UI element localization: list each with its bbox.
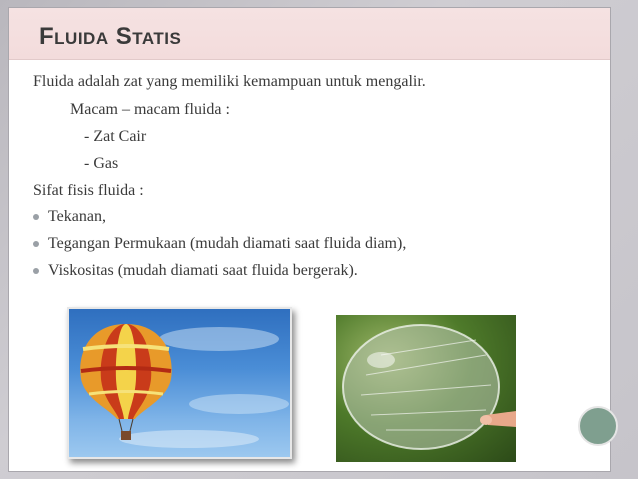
bubble-illustration xyxy=(336,315,516,462)
properties-heading: Sifat fisis fluida : xyxy=(33,182,144,199)
bullet-item-viscosity xyxy=(33,261,358,281)
fluid-type-gas: - Gas xyxy=(84,155,119,172)
bullet-icon xyxy=(33,268,39,274)
bullet-label: Tekanan, xyxy=(48,208,106,225)
slide-title: Fluida Statis xyxy=(39,23,182,50)
hot-air-balloon-photo xyxy=(67,307,292,459)
title-band xyxy=(9,8,610,59)
bullet-icon xyxy=(33,214,39,220)
bullet-label: Tegangan Permukaan (mudah diamati saat fluida diam), xyxy=(48,235,407,252)
bullet-icon xyxy=(33,241,39,247)
definition-text: Fluida adalah zat yang memiliki kemampuan untuk mengalir. xyxy=(33,73,426,90)
fluid-type-liquid: - Zat Cair xyxy=(84,128,147,145)
decorative-circle-icon xyxy=(578,406,618,446)
title-divider xyxy=(9,59,610,60)
bullet-item-pressure xyxy=(33,207,106,227)
bullet-item-surface-tension xyxy=(33,234,406,254)
bullet-label: Viskositas (mudah diamati saat fluida bergerak). xyxy=(48,262,358,279)
soap-bubble-photo xyxy=(336,315,516,462)
slide xyxy=(9,8,610,471)
fluid-types-heading: Macam – macam fluida : xyxy=(70,101,230,118)
balloon-illustration xyxy=(69,309,290,457)
